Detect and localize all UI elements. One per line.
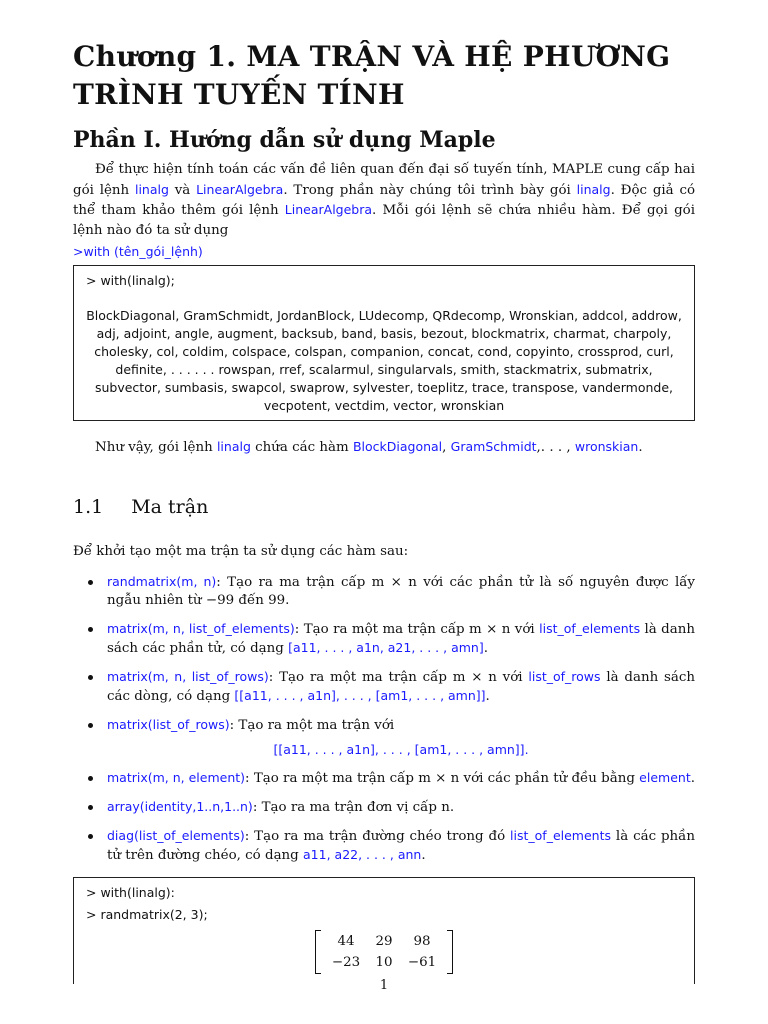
maple-output: BlockDiagonal, GramSchmidt, JordanBlock, LUdecomp, QRdecomp, Wronskian, addcol, addrow, adj, adjoint, angle, augment, backsub, band, basis, bezout, blockmatrix, charmat, charpoly, cholesky, col, coldim, colspace, colspan, companion, concat, cond, copyinto, crossprod, curl, definite, . . . . . . rowspan, rref, scalarmul, singularvals, smith, stackmatrix, submatrix, subvector, sumbasis, swapcol, swaprow, sylvester, toeplitz, trace, transpose, vandermonde, vecpotent, vectdim, vector, wronskian (86, 308, 682, 413)
list-item: matrix(m, n, list_of_elements): Tạo ra một ma trận cấp m × n với list_of_elements là danh sách các phần tử, có dạng [a11, . . . , a1n, a21, . . . , amn]. (73, 620, 695, 658)
maple-output-box-1 (73, 265, 695, 421)
maple-output-box-2 (73, 877, 695, 984)
list-item: matrix(m, n, element): Tạo ra một ma trận cấp m × n với các phần tử đều bằng element. (73, 769, 695, 788)
maple-prompt-1: > with(linalg): (86, 885, 175, 900)
list-item: randmatrix(m, n): Tạo ra ma trận cấp m × n với các phần tử là số nguyên được lấy ngẫu nhiên từ −99 đến 99. (73, 573, 695, 610)
matrix-cell: 10 (375, 955, 393, 970)
matrix-cell: 98 (413, 934, 431, 949)
page-number: 1 (379, 978, 389, 993)
matrix-cell: 44 (337, 934, 355, 949)
chapter-title: Chương 1. MA TRẬN VÀ HỆ PHƯƠNG TRÌNH TUYẾN TÍNH (73, 40, 671, 111)
section-intro: Để khởi tạo một ma trận ta sử dụng các hàm sau: (73, 543, 409, 559)
matrix-cell: 29 (375, 934, 393, 949)
with-syntax: >with (tên_gói_lệnh) (73, 244, 203, 259)
function-list (73, 573, 695, 865)
summary-paragraph: Như vậy, gói lệnh linalg chứa các hàm BlockDiagonal, GramSchmidt,. . . , wronskian. (95, 439, 643, 455)
intro-paragraph: Để thực hiện tính toán các vấn đề liên quan đến đại số tuyến tính, MAPLE cung cấp hai gói lệnh linalg và LinearAlgebra. Trong phần này chúng tôi trình bày gói linalg. Độc giả có thể tham khảo thêm gói lệnh LinearAlgebra. Mỗi gói lệnh sẽ chứa nhiều hàm. Để gọi gói lệnh nào đó ta sử dụng (73, 162, 696, 238)
random-matrix (86, 930, 682, 974)
part-title: Phần I. Hướng dẫn sử dụng Maple (73, 127, 496, 153)
matrix-cell: −23 (331, 955, 361, 970)
linearalgebra-link: LinearAlgebra (196, 181, 284, 197)
list-item: matrix(list_of_rows): Tạo ra một ma trận với [[a11, . . . , a1n], . . . , [am1, . . . , amn]]. (73, 716, 695, 759)
list-item: array(identity,1..n,1..n): Tạo ra ma trận đơn vị cấp n. (73, 798, 695, 817)
list-item: matrix(m, n, list_of_rows): Tạo ra một ma trận cấp m × n với list_of_rows là danh sách các dòng, có dạng [[a11, . . . , a1n], . . . , [am1, . . . , amn]]. (73, 668, 695, 706)
section-number: 1.1 (73, 495, 104, 518)
section-title: Ma trận (131, 495, 209, 518)
section-heading (73, 496, 695, 518)
matrix-cell: −61 (407, 955, 437, 970)
maple-prompt-2: > randmatrix(2, 3); (86, 907, 208, 922)
linalg-link: linalg (134, 181, 169, 197)
page-content (73, 38, 695, 984)
list-item: diag(list_of_elements): Tạo ra ma trận đường chéo trong đó list_of_elements là các phần tử trên đường chéo, có dạng a11, a22, . . . , ann. (73, 827, 695, 865)
maple-prompt: > with(linalg); (86, 273, 175, 288)
